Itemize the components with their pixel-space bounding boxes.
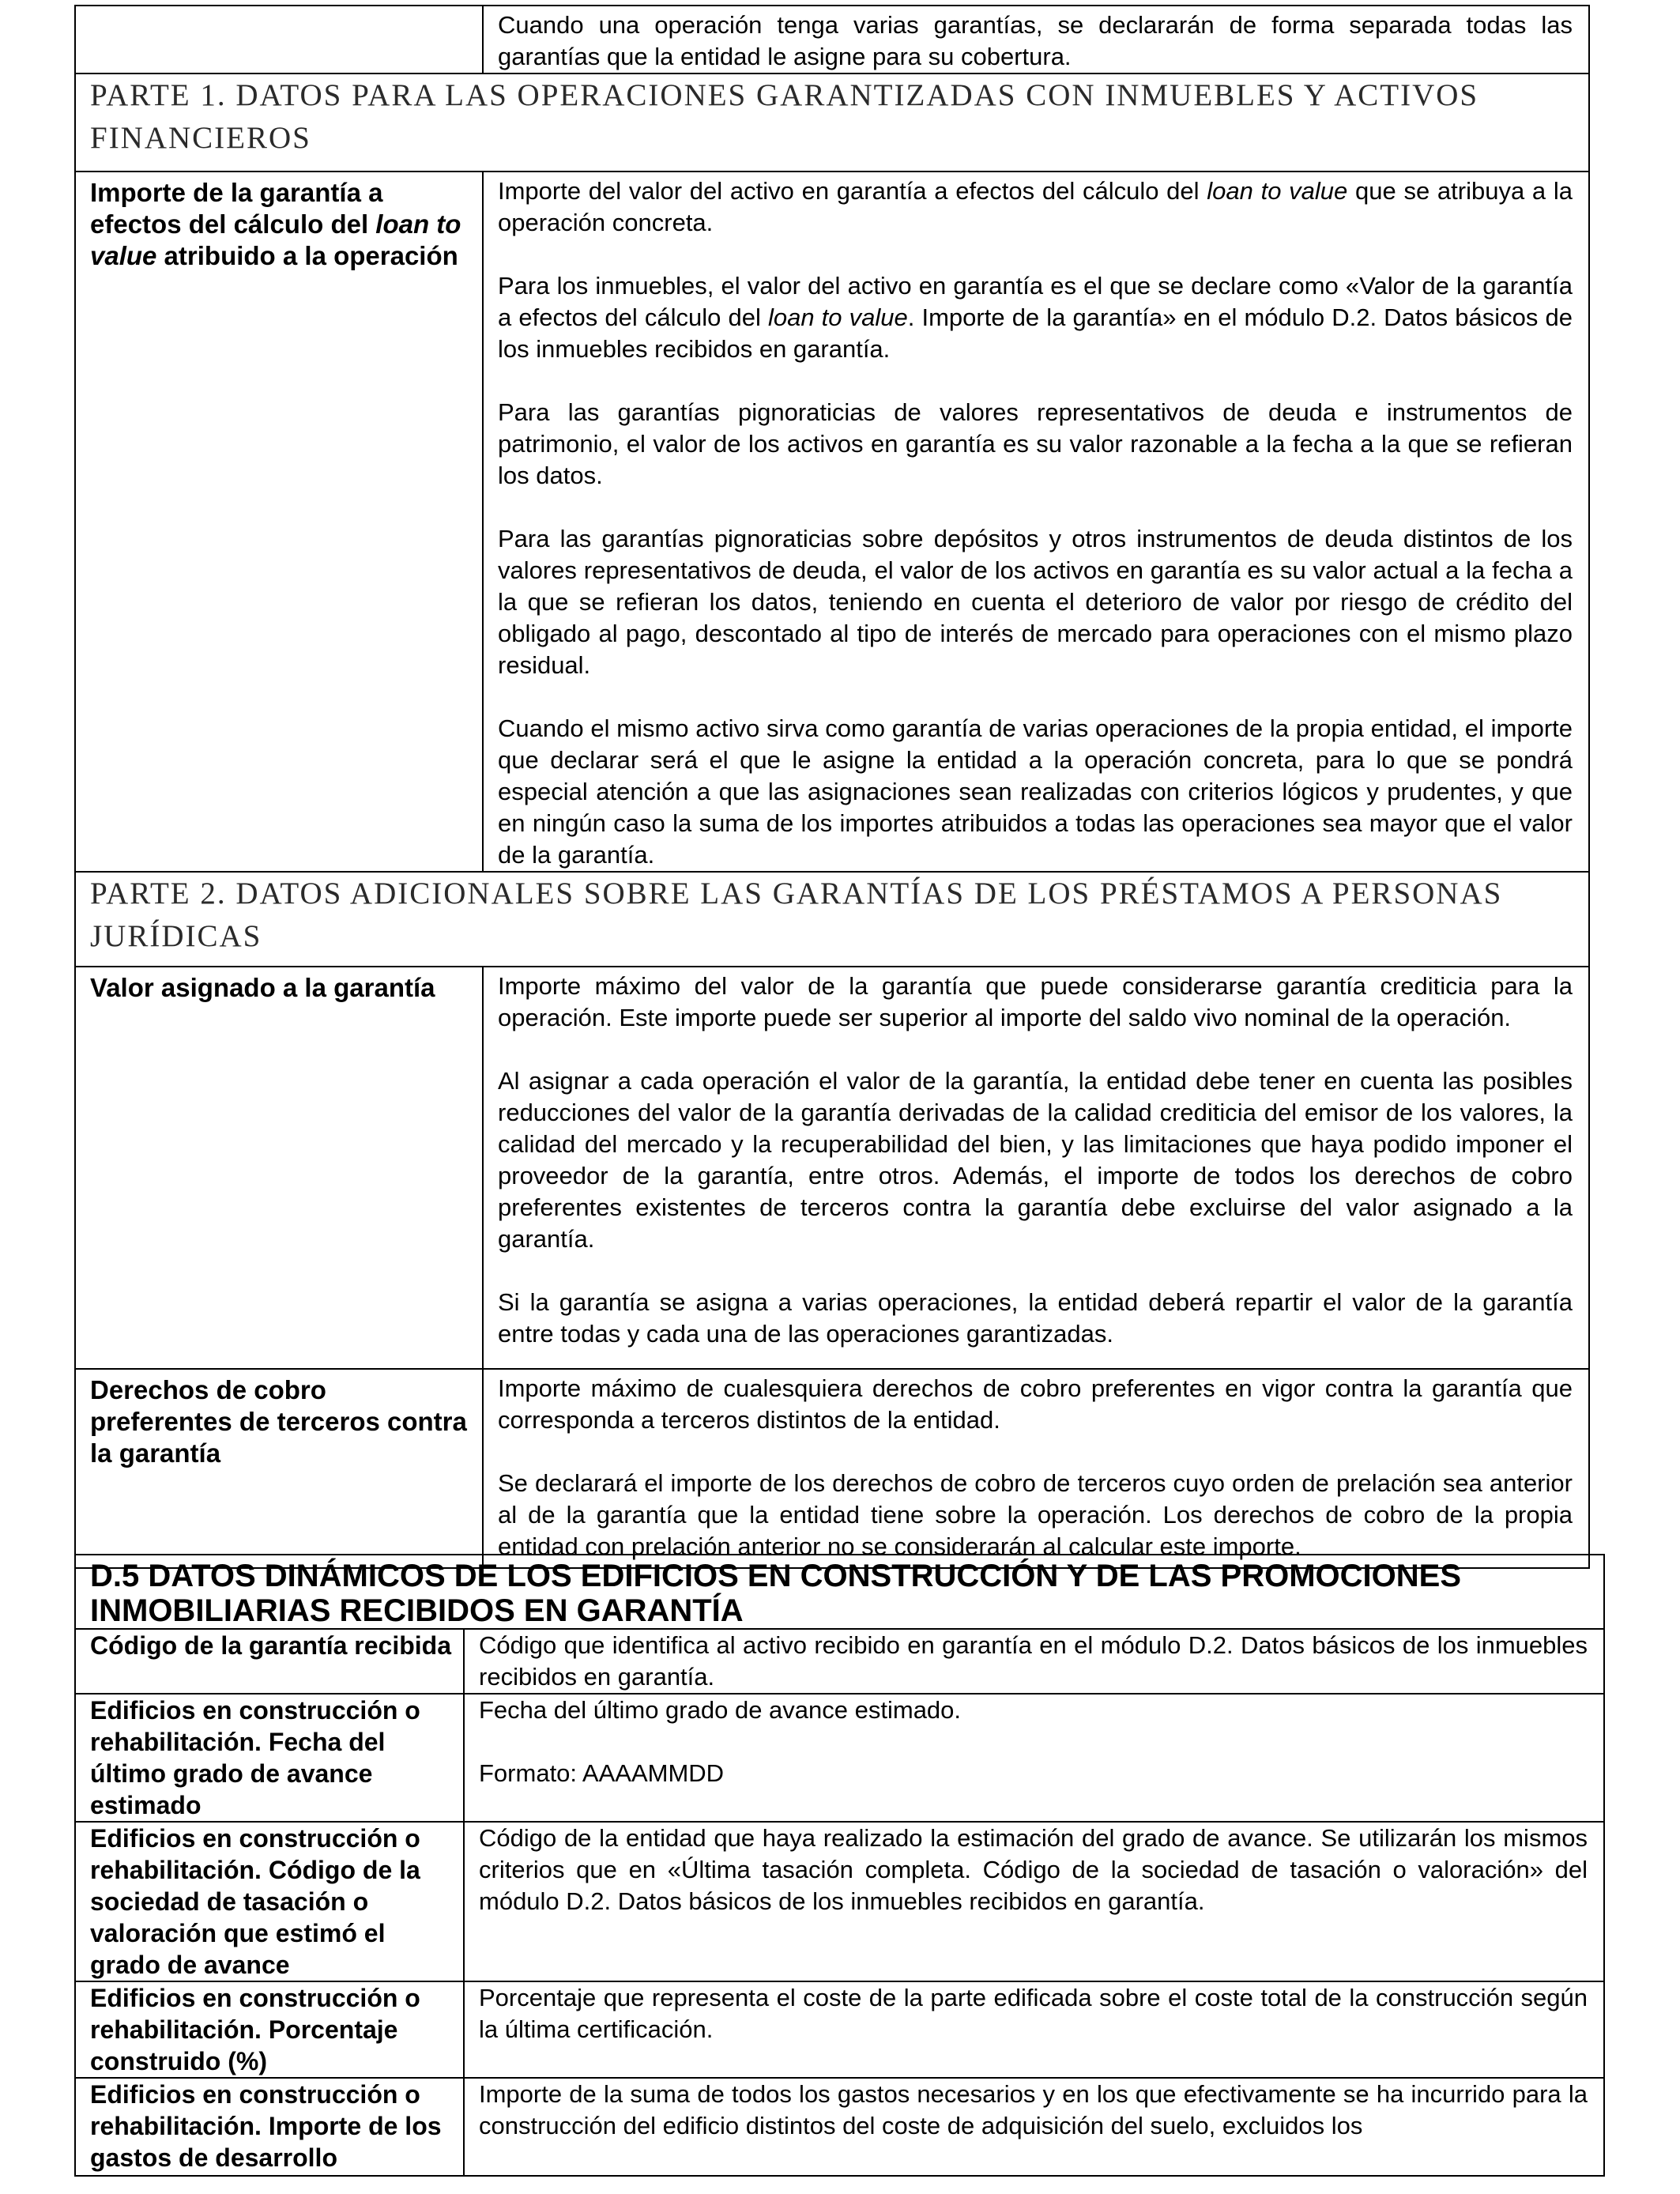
- field-label: Valor asignado a la garantía: [75, 967, 483, 1369]
- description-paragraph: Se declarará el importe de los derechos de cobro de terceros cuyo orden de prelación sea anterior al de la garantía que la entidad tiene sobre la operación. Los derechos de cobro de la propia entidad con prelación anterior no se considerarán al calcular este importe.: [498, 1469, 1573, 1560]
- field-label: Importe de la garantía a efectos del cálculo del loan to value atribuido a la operación: [75, 172, 483, 872]
- description-paragraph: Formato: AAAAMMDD: [479, 1759, 725, 1787]
- field-description: [483, 172, 1589, 872]
- field-description: [464, 1822, 1604, 1981]
- field-label: Código de la garantía recibida: [75, 1629, 464, 1694]
- parte2-title: PARTE 2. DATOS ADICIONALES SOBRE LAS GARANTÍAS DE LOS PRÉSTAMOS A PERSONAS JURÍDICAS: [75, 872, 1589, 967]
- d5-title: D.5 DATOS DINÁMICOS DE LOS EDIFICIOS EN CONSTRUCCIÓN Y DE LAS PROMOCIONES INMOBILIARIAS RECIBIDOS EN GARANTÍA: [75, 1555, 1604, 1629]
- description-paragraph: Código que identifica al activo recibido en garantía en el módulo D.2. Datos básicos de los inmuebles recibidos en garantía.: [479, 1631, 1588, 1691]
- field-description: [464, 2078, 1604, 2176]
- continuation-row: [75, 6, 1589, 74]
- field-description: [464, 1629, 1604, 1694]
- description-paragraph: Para los inmuebles, el valor del activo en garantía es el que se declare como «Valor de la garantía a efectos del cálculo del loan to value. Importe de la garantía» en el módulo D.2. Datos básicos de los inmuebles recibidos en garantía.: [498, 272, 1573, 363]
- field-description: [483, 967, 1589, 1369]
- parte1-header-row: [75, 74, 1589, 172]
- field-label: Derechos de cobro preferentes de terceros contra la garantía: [75, 1369, 483, 1568]
- description-paragraph: Al asignar a cada operación el valor de la garantía, la entidad debe tener en cuenta las posibles reducciones del valor de la garantía derivadas de la calidad crediticia del emisor de los valores, la calidad del mercado y la recuperabilidad del bien, y las limitaciones que haya podido imponer el proveedor de la garantía, entre otros. Además, el importe de todos los derechos de cobro preferentes existentes de terceros contra la garantía debe excluirse del valor asignado a la garantía.: [498, 1067, 1573, 1253]
- field-label: Edificios en construcción o rehabilitación. Fecha del último grado de avance estimado: [75, 1694, 464, 1822]
- field-label: Edificios en construcción o rehabilitación. Código de la sociedad de tasación o valoración que estimó el grado de avance: [75, 1822, 464, 1981]
- description-paragraph: Importe del valor del activo en garantía a efectos del cálculo del loan to value que se atribuya a la operación concreta.: [498, 177, 1573, 236]
- description-paragraph: Fecha del último grado de avance estimado.: [479, 1696, 962, 1724]
- description-paragraph: Para las garantías pignoraticias de valores representativos de deuda e instrumentos de patrimonio, el valor de los activos en garantía es su valor razonable a la fecha a la que se refieran los datos.: [498, 398, 1573, 489]
- table-row: [75, 967, 1589, 1369]
- continuation-text: Cuando una operación tenga varias garantías, se declararán de forma separada todas las garantías que la entidad le asigne para su cobertura.: [483, 6, 1589, 74]
- description-paragraph: Importe de la suma de todos los gastos necesarios y en los que efectivamente se ha incurrido para la construcción del edificio distintos del coste de adquisición del suelo, excluidos los: [479, 2080, 1588, 2139]
- d5-table: [74, 1554, 1605, 2177]
- parte2-header-row: [75, 872, 1589, 967]
- empty-label-cell: [75, 6, 483, 74]
- table-row: [75, 1369, 1589, 1568]
- parte-table: [74, 5, 1590, 1569]
- table-row: [75, 2078, 1604, 2176]
- table-row: [75, 1694, 1604, 1822]
- description-paragraph: Importe máximo del valor de la garantía que puede considerarse garantía crediticia para la operación. Este importe puede ser superior al importe del saldo vivo nominal de la operación.: [498, 972, 1573, 1031]
- description-paragraph: Porcentaje que representa el coste de la parte edificada sobre el coste total de la construcción según la última certificación.: [479, 1984, 1588, 2043]
- table-row: [75, 1822, 1604, 1981]
- table-row: [75, 172, 1589, 872]
- field-label: Edificios en construcción o rehabilitación. Importe de los gastos de desarrollo: [75, 2078, 464, 2176]
- field-label: Edificios en construcción o rehabilitación. Porcentaje construido (%): [75, 1981, 464, 2078]
- table-row: [75, 1629, 1604, 1694]
- parte1-title: PARTE 1. DATOS PARA LAS OPERACIONES GARANTIZADAS CON INMUEBLES Y ACTIVOS FINANCIEROS: [75, 74, 1589, 172]
- description-paragraph: Para las garantías pignoraticias sobre depósitos y otros instrumentos de deuda distintos de los valores representativos de deuda, el valor de los activos en garantía es su valor actual a la fecha a la que se refieran los datos, teniendo en cuenta el deterioro de valor por riesgo de crédito del obligado al pago, descontado al tipo de interés de mercado para operaciones con el mismo plazo residual.: [498, 525, 1573, 679]
- description-paragraph: Cuando el mismo activo sirva como garantía de varias operaciones de la propia entidad, el importe que declarar será el que le asigne la entidad a la operación concreta, para lo que se pondrá especial atención a que las asignaciones sean realizadas con criterios lógicos y prudentes, y que en ningún caso la suma de los importes atribuidos a todas las operaciones sea mayor que el valor de la garantía.: [498, 714, 1573, 869]
- field-description: [464, 1694, 1604, 1822]
- description-paragraph: Código de la entidad que haya realizado la estimación del grado de avance. Se utilizarán los mismos criterios que en «Última tasación completa. Código de la sociedad de tasación o valoración» del módulo D.2. Datos básicos de los inmuebles recibidos en garantía.: [479, 1824, 1588, 1915]
- field-description: [483, 1369, 1589, 1568]
- table-row: [75, 1981, 1604, 2078]
- field-description: [464, 1981, 1604, 2078]
- description-paragraph: Importe máximo de cualesquiera derechos de cobro preferentes en vigor contra la garantía que corresponda a terceros distintos de la entidad.: [498, 1374, 1573, 1434]
- description-paragraph: Si la garantía se asigna a varias operaciones, la entidad deberá repartir el valor de la garantía entre todas y cada una de las operaciones garantizadas.: [498, 1288, 1573, 1348]
- d5-header-row: [75, 1555, 1604, 1629]
